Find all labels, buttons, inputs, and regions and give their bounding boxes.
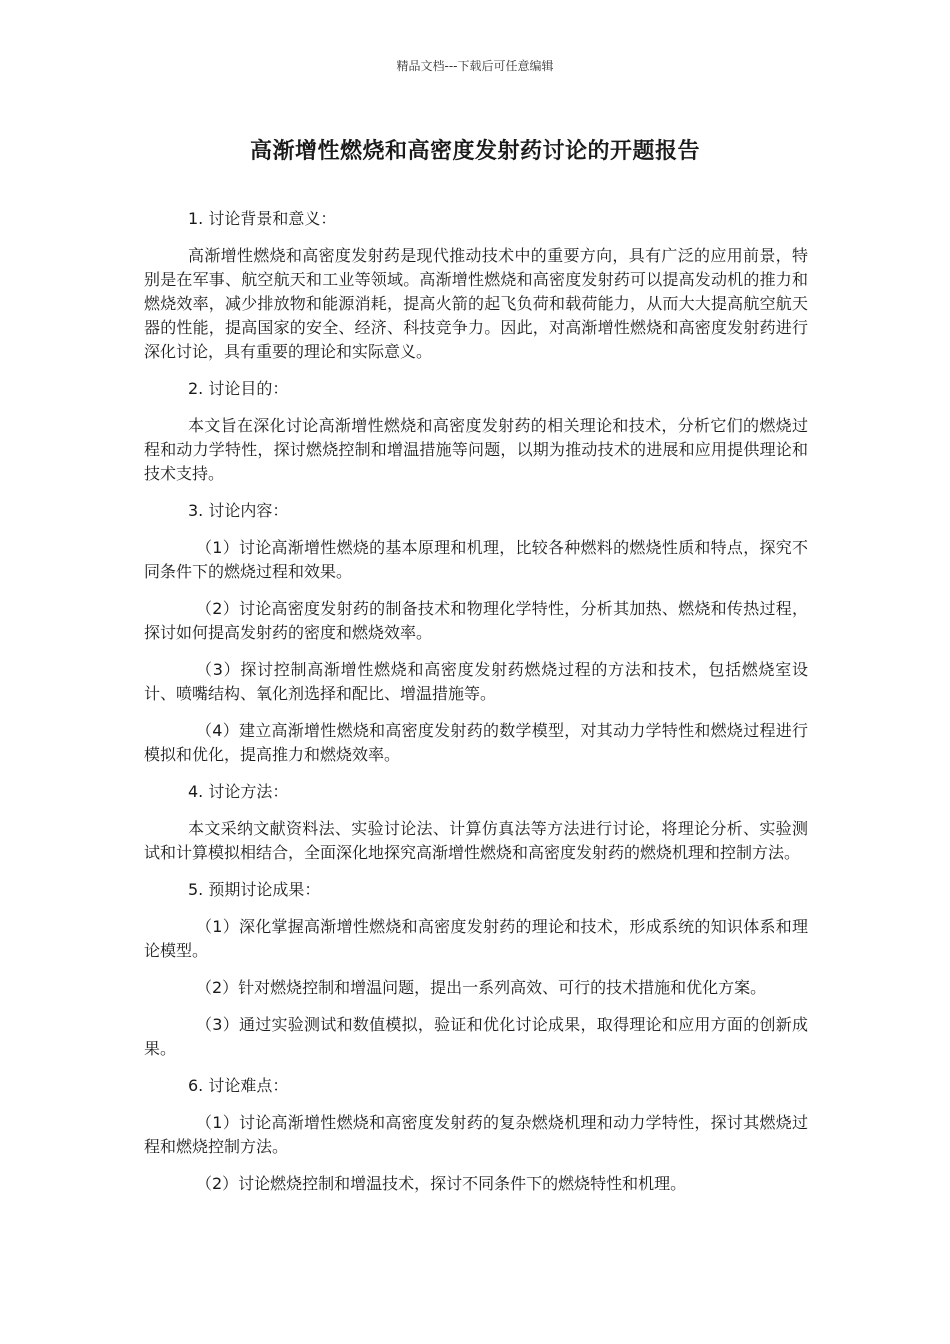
list-item: （3）通过实验测试和数值模拟，验证和优化讨论成果，取得理论和应用方面的创新成果。 [144, 1015, 808, 1058]
section-heading-difficulties: 6. 讨论难点： [188, 1076, 289, 1095]
list-item: （3）探讨控制高渐增性燃烧和高密度发射药燃烧过程的方法和技术，包括燃烧室设计、喷嘴结构、氧化剂选择和配比、增温措施等。 [144, 660, 808, 703]
list-item: （1）讨论高渐增性燃烧和高密度发射药的复杂燃烧机理和动力学特性，探讨其燃烧过程和燃烧控制方法。 [144, 1113, 808, 1156]
document-body [144, 207, 808, 1209]
list-item: （1）讨论高渐增性燃烧的基本原理和机理，比较各种燃料的燃烧性质和特点，探究不同条件下的燃烧过程和效果。 [144, 538, 808, 581]
document-title: 高渐增性燃烧和高密度发射药讨论的开题报告 [249, 139, 700, 164]
section-heading-outcomes: 5. 预期讨论成果： [188, 880, 321, 899]
list-item: （4）建立高渐增性燃烧和高密度发射药的数学模型，对其动力学特性和燃烧过程进行模拟和优化，提高推力和燃烧效率。 [144, 721, 808, 764]
list-item: （2）讨论高密度发射药的制备技术和物理化学特性，分析其加热、燃烧和传热过程，探讨如何提高发射药的密度和燃烧效率。 [144, 599, 808, 642]
page-header: 精品文档---下载后可任意编辑 [396, 59, 554, 73]
section-heading-method: 4. 讨论方法： [188, 782, 289, 801]
paragraph-method: 本文采纳文献资料法、实验讨论法、计算仿真法等方法进行讨论，将理论分析、实验测试和计算模拟相结合，全面深化地探究高渐增性燃烧和高密度发射药的燃烧机理和控制方法。 [144, 819, 808, 862]
list-item: （1）深化掌握高渐增性燃烧和高密度发射药的理论和技术，形成系统的知识体系和理论模型。 [144, 917, 808, 960]
section-heading-content: 3. 讨论内容： [188, 501, 289, 520]
section-heading-purpose: 2. 讨论目的： [188, 379, 289, 398]
list-item: （2）针对燃烧控制和增温问题，提出一系列高效、可行的技术措施和优化方案。 [196, 978, 767, 997]
paragraph-purpose: 本文旨在深化讨论高渐增性燃烧和高密度发射药的相关理论和技术，分析它们的燃烧过程和动力学特性，探讨燃烧控制和增温措施等问题，以期为推动技术的进展和应用提供理论和技术支持。 [144, 416, 808, 483]
paragraph-background: 高渐增性燃烧和高密度发射药是现代推动技术中的重要方向，具有广泛的应用前景，特别是在军事、航空航天和工业等领域。高渐增性燃烧和高密度发射药可以提高发动机的推力和燃烧效率，减少排放物和能源消耗，提高火箭的起飞负荷和载荷能力，从而大大提高航空航天器的性能，提高国家的安全、经济、科技竞争力。因此，对高渐增性燃烧和高密度发射药进行深化讨论，具有重要的理论和实际意义。 [144, 246, 808, 361]
section-heading-background: 1. 讨论背景和意义： [188, 209, 337, 228]
list-item: （2）讨论燃烧控制和增温技术，探讨不同条件下的燃烧特性和机理。 [196, 1174, 687, 1193]
